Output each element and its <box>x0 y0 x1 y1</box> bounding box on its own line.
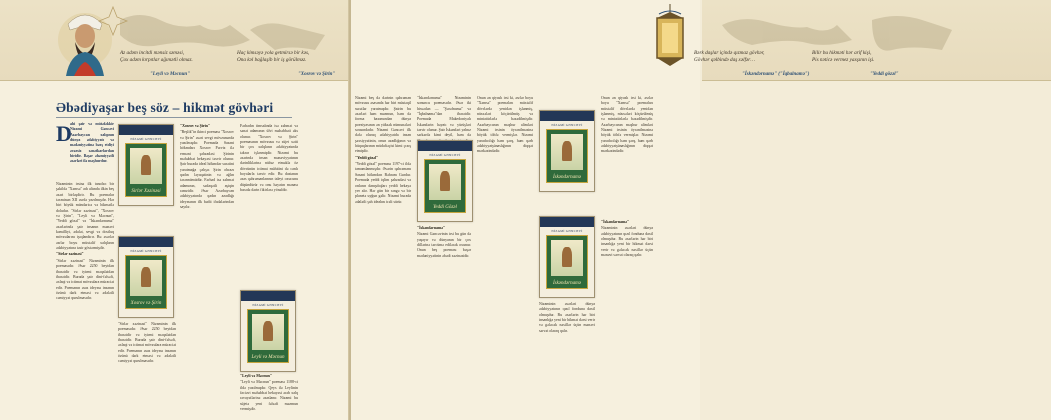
paragraph: Onun ən qiyaslı irsi ki, əsrlər boyu "Xəmsə" poemaları müxtəlif dövrlərdə yenidən işlənmiş, nüsxələri köçürülmüş və miniatürlərlə bəzədilmişdir. Azərbaycanın məşhur alimləri Nizami irsinin öyrənilməsinə böyük töhfə vermişlər. Nizami yaradıcılığı həm şərq, həm qərb ədəbiyyatşünaslığının diqqət mərkəzindədir. <box>601 96 653 154</box>
article-column-1b <box>118 322 176 414</box>
paragraph: "Yeddi gözəl" poeması 1197-ci ildə tamamlanmışdır. Əsərin qəhrəmanı Sasani hökmdarı Bəhram Gurdur. Poemada yeddi iqlim şahzadəsi və onların danışdıqları yeddi hekayə yer alır. Hər gün bir rəngə və bir planetə uyğun gəlir. Nizami burada ədalətli şah idealını irəli sürür. <box>355 162 411 204</box>
quote-line: Az adəm incitdi mənsiz səməsi, <box>120 50 185 56</box>
cover-band <box>119 237 173 247</box>
section-heading: "Leyli və Məcnun" <box>240 374 272 378</box>
cover-art <box>247 309 289 363</box>
paragraph: Nizami Gəncəvinin irsi bu gün də yaşayır və dünyanın bir çox dillərinə tərcümə edilərək oxunur. Onun beş poeması bəşər mədəniyyətinin əbədi xəzinəsidir. <box>417 232 471 258</box>
cover-art <box>125 255 167 309</box>
paragraph: Nizaminin irsinə ilk tanıdıcı bir şəkildə "Xəmsə" adı altında ilkin beş əsəri birləşdirir. Bu poemalar təxminən XII əsrdə yazılmışdır. Hər biri böyük mündəricə və hikmətlə doludur. "Sirlər xəzinəsi", "Xosrov və Şirin", "Leyli və Məcnun", "Yeddi gözəl" və "İskəndərnamə" əsərlərində şair insanın mənəvi kamilliyi, ədalət, sevgi və dostluq mövzularını işıqlandırır. Bu əsərlər əsrlər boyu müxtəlif xalqların ədəbiyyatına təsir göstərmişdir. <box>56 182 114 251</box>
cover-band <box>119 125 173 135</box>
book-title: Leyli və Məcnun <box>251 355 285 360</box>
book-author: NİZAMİ GƏNCƏVİ <box>252 303 284 307</box>
paragraph: Nizaminin əsərləri dünya ədəbiyyatının qızıl fonduna daxil olmuşdur. Bu əsərlərin hər biri insanlığa yeni bir hikmət dərsi verir və gələcək nəsillər üçün mənəvi sərvət olaraq qalır. <box>539 302 595 333</box>
quote-source: "Xosrov və Şirin" <box>298 72 336 77</box>
cover-art <box>546 235 588 289</box>
article-column-5 <box>417 226 471 414</box>
book-title: Xosrov və Şirin <box>130 301 162 306</box>
paragraph: "İskəndərnamə" Nizaminin sonuncu poemasıdır. Əsər iki hissədən — "Şərəfnamə" və "İqbalnamə"dən ibarətdir. Poemada Makedoniyalı İskəndərin həyatı və yürüşləri təsvir olunur. Şair İskəndəri yalnız sərkərdə kimi deyil, həm də <box>417 96 471 138</box>
header-quote-4 <box>812 50 874 64</box>
article-column-5-top <box>417 96 471 136</box>
section-heading: "Yeddi gözəl" <box>355 155 379 160</box>
book-cover-6 <box>539 216 595 298</box>
paragraph: Onun ən qiyaslı irsi ki, əsrlər boyu "Xəmsə" poemaları müxtəlif dövrlərdə yenidən işlənmiş, nüsxələri köçürülmüş və miniatürlərlə bəzədilmişdir. Azərbaycanın məşhur alimləri Nizami irsinin öyrənilməsinə böyük töhfə vermişlər. Nizami yaradıcılığı həm şərq, həm qərb ədəbiyyatşünaslığının diqqət mərkəzindədir. <box>477 96 533 154</box>
book-cover-3 <box>240 290 296 372</box>
cover-art <box>424 159 466 213</box>
book-cover-2 <box>118 236 174 318</box>
left-page <box>0 0 349 420</box>
book-cover-1 <box>118 124 174 206</box>
quote-source: "Leyli və Məcnun" <box>150 72 190 77</box>
paragraph: "Leyli və Məcnun" poeması 1188-ci ildə yazılmışdır. Qeys ilə Leylinin faciəvi məhəbbət hekayəsi ərəb xalq rəvayətlərinə əsaslanır. Nizami bu süjetə yeni fəlsəfi məzmun vermişdir. <box>240 380 298 412</box>
quote-line: Pis nəticə vermez yaxşının işi. <box>812 57 875 63</box>
header-quote-3 <box>694 50 764 64</box>
quote-line: Bərk daşlar içində qızmaz gövhər, <box>694 50 765 56</box>
article-column-4 <box>355 96 411 414</box>
paragraph: Nizami beş də dərinin qəhrəman mövzusu əsasında hər biri müstəqil surətlər yaratmışdır. Şairin bu əsərləri həm məzmun, həm də forma baxımından dünya poeziyasının ən yüksək nümunələri sırasındadır. Nizami Gəncəvi ilk dəfə olaraq ədəbiyyatda insan şəxsiyyətinin, onun azadlığının və hüquqlarının müdafiəçisi kimi çıxış etmişdir. <box>355 96 411 154</box>
book-author: NİZAMİ GƏNCƏVİ <box>551 123 583 127</box>
world-map-decoration <box>0 0 349 80</box>
quote-source: "Yeddi gözəl" <box>870 72 899 77</box>
article-column-8-top <box>601 96 653 216</box>
world-map-decoration <box>702 0 1051 80</box>
right-page <box>351 0 899 420</box>
article-column-3 <box>240 124 298 284</box>
cover-art <box>125 143 167 197</box>
cover-band <box>241 291 295 301</box>
paragraph: Nizaminin əsərləri dünya ədəbiyyatının qızıl fonduna daxil olmuşdur. Bu əsərlərin hər biri insanlığa yeni bir hikmət dərsi verir və gələcək nəsillər üçün mənəvi sərvət olaraq qalır. <box>601 226 653 258</box>
paragraph: "Sirlər xəzinəsi" Nizaminin ilk poemasıdır. Əsər 2250 beytdən ibarətdir və iyirmi məqalətdən ibarətdir. Burada şair dini-fəlsəfi, əxlaqi və ictimai mövzulara müraciət edir. Poemanın əsas ideyası insanın özünü dərk etməsi və ədalətli cəmiyyət qurulmasıdır. <box>56 258 114 301</box>
article-title: Əbədiyaşar beş söz – hikmət gövhəri <box>56 100 274 115</box>
quote-line: Haç kimsəyə yola getmirsə bir kəs, <box>237 50 310 56</box>
article-column-1 <box>56 182 114 412</box>
paragraph: Fərhadın timsalında isə zəhmət və sənət adamının ülvi məhəbbəti əks olunur. "Xosrov və Şirin" poemasının mövzusu və süjet xətti bir çox xalqların ədəbiyyatında təkrar işlənmişdir. Nizami bu əsərində insan mənəviyyatının dərinliklərinə nüfuz etməklə öz dövrünün ictimai mühitini də canlı boyalarla təsvir edir. Bu dastanın əsas qəhrəmanlarının taleyi oxucunu düşündürür və onu həyatın mənası barədə dərin fikirlərə yönəldir. <box>240 124 298 193</box>
article-column-6 <box>477 96 533 414</box>
section-heading: "İskəndərnamə" <box>417 226 446 230</box>
book-author: NİZAMİ GƏNCƏVİ <box>130 137 162 141</box>
quote-line: Bilir bu hikməti hər arif kişi, <box>812 50 872 56</box>
article-column-2 <box>180 124 234 414</box>
book-author: NİZAMİ GƏNCƏVİ <box>130 249 162 253</box>
book-author: NİZAMİ GƏNCƏVİ <box>551 229 583 233</box>
header-quote-1 <box>120 50 193 64</box>
quote-line: Gövhər qəlbində daş xəlfər… <box>694 57 755 63</box>
book-cover-5 <box>539 110 595 192</box>
paragraph: "Beşlik"in ikinci poeması "Xosrov və Şirin" əsəri sevgi mövzusunda yazılmışdır. Poemada Sasani hökmdarı Xosrov Pərviz ilə erməni şahzadəsi Şirinin məhəbbət hekayəsi təsvir olunur. Şair burada ideal hökmdar surətini yaratmağa çalışır. Şirin obrazı qadın ləyaqətinin və ağlın tərənnümüdür. Fərhad isə zəhmət adamının, sədaqətli aşiqin rəmzidir. Əsər Azərbaycan ədəbiyyatında qadın azadlığı ideyasının ilk bədii ifadələrindən sayılır. <box>180 130 234 210</box>
section-heading: "İskəndərnamə" <box>601 220 630 224</box>
book-title: Yeddi Gözəl <box>433 205 457 210</box>
quote-source: "İskəndərnamə" ("İqbalnamə") <box>742 72 810 77</box>
book-cover-4 <box>417 140 473 222</box>
cover-band <box>540 111 594 121</box>
cover-band <box>418 141 472 151</box>
book-title: İskəndərnamə <box>552 175 582 180</box>
lead-paragraph: ahi şair və mütəfəkkir Nizami Gəncəvi Azərbaycan xalqının dünya ədəbiyyatı və mədəniyyətinə bəxş etdiyi əvəzsiz sənətkarlardan biridir. Bəşər əhəmiyyətli əsərləri ilə məşhurdur. <box>70 122 114 164</box>
section-heading: "Sirlər xəzinəsi" <box>56 252 84 257</box>
book-title: Sirlər Xəzinəsi <box>131 189 161 194</box>
ornament-star-icon <box>98 6 128 36</box>
book-title: İskəndərnamə <box>552 281 582 286</box>
cover-art <box>546 129 588 183</box>
quote-line: Çox adəm kırpıtlar ağımətli olmaz. <box>120 57 193 63</box>
book-author: NİZAMİ GƏNCƏVİ <box>429 153 461 157</box>
drop-cap: D <box>56 121 72 146</box>
article-column-3b <box>240 374 298 414</box>
title-rule <box>56 117 292 118</box>
right-header-banner <box>694 0 1051 81</box>
lantern-icon <box>645 4 695 84</box>
quote-line: Ona kəl bağlaşib bir iş görülməz. <box>237 57 307 63</box>
cover-band <box>540 217 594 227</box>
paragraph: "Sirlər xəzinəsi" Nizaminin ilk poemasıdır. Əsər 2250 beytdən ibarətdir və iyirmi məqalətdən ibarətdir. Burada şair dini-fəlsəfi, əxlaqi və ictimai mövzulara müraciət edir. Poemanın əsas ideyası insanın özünü dərk etməsi və ədalətli cəmiyyət qurulmasıdır. <box>118 322 176 364</box>
article-column-8 <box>601 220 653 414</box>
article-column-7 <box>539 302 595 414</box>
left-header-banner <box>0 0 349 81</box>
header-quote-2 <box>237 50 309 64</box>
section-heading: "Xosrov və Şirin" <box>180 124 210 128</box>
